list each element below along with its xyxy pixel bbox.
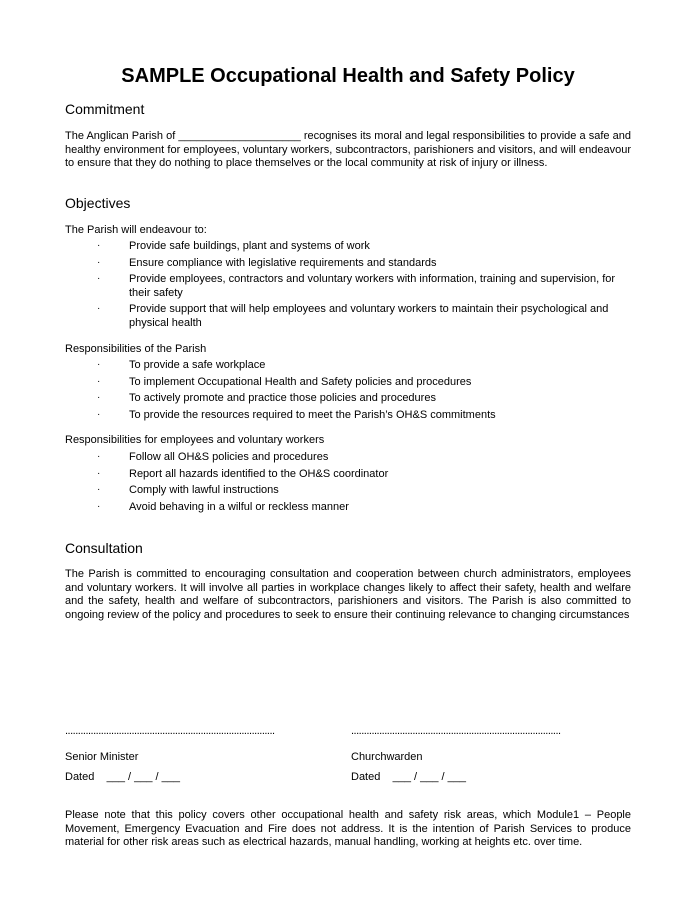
bullet-icon: · bbox=[97, 273, 101, 284]
list-item: · To actively promote and practice those policies and procedures bbox=[97, 392, 436, 404]
list-item: · Provide support that will help employees and voluntary workers to maintain their psychological and physical health bbox=[97, 303, 609, 329]
bullet-icon: · bbox=[97, 359, 101, 370]
list-item: · Provide employees, contractors and voluntary workers with information, training and supervision, for their safety bbox=[97, 273, 616, 299]
list-item: · Ensure compliance with legislative requirements and standards bbox=[97, 256, 437, 269]
parish-responsibilities-list bbox=[0, 359, 696, 425]
parish-responsibilities-heading: Responsibilities of the Parish bbox=[65, 343, 207, 355]
list-item: · To provide a safe workplace bbox=[97, 359, 266, 371]
bullet-icon: · bbox=[97, 484, 101, 495]
list-item: · Provide safe buildings, plant and systems of work bbox=[97, 240, 370, 252]
churchwarden-label: Churchwarden bbox=[351, 751, 423, 763]
bullet-icon: · bbox=[97, 467, 101, 479]
bullet-icon: · bbox=[97, 451, 101, 462]
worker-responsibilities-heading: Responsibilities for employees and voluntary workers bbox=[65, 434, 325, 446]
list-item: · Report all hazards identified to the OH&S coordinator bbox=[97, 467, 389, 480]
bullet-icon: · bbox=[97, 256, 101, 268]
senior-minister-dated: Dated ___ / ___ / ___ bbox=[65, 771, 180, 783]
churchwarden-dated: Dated ___ / ___ / ___ bbox=[351, 771, 466, 783]
objectives-list bbox=[0, 240, 696, 333]
bullet-icon: · bbox=[97, 500, 101, 512]
commitment-heading: Commitment bbox=[65, 101, 145, 117]
list-item: · Comply with lawful instructions bbox=[97, 484, 279, 496]
objectives-heading: Objectives bbox=[65, 195, 131, 211]
objectives-intro: The Parish will endeavour to: bbox=[65, 224, 207, 236]
bullet-icon: · bbox=[97, 375, 101, 387]
bullet-icon: · bbox=[97, 303, 101, 314]
bullet-icon: · bbox=[97, 408, 101, 420]
list-item: · To implement Occupational Health and Safety policies and procedures bbox=[97, 375, 472, 388]
bullet-icon: · bbox=[97, 392, 101, 403]
policy-note: Please note that this policy covers other occupational health and safety risk areas, which Module1 – People Movement, Emergency Evacuation and Fire does not address. It is the intention of Parish Services to produce material for other risk areas such as electrical hazards, manual handling, working at heights etc. over time. bbox=[65, 809, 631, 848]
consultation-heading: Consultation bbox=[65, 540, 143, 556]
consultation-paragraph: The Parish is committed to encouraging consultation and cooperation between church administrators, employees and voluntary workers. It will involve all parties in workplace changes likely to affect their safety, health and welfare and the safety, health and welfare of subcontractors, parishioners and visitors. The Parish is also committed to ongoing review of the policy and procedures to seek to ensure their continuing relevance to changing circumstances bbox=[65, 568, 631, 621]
document-title: SAMPLE Occupational Health and Safety Policy bbox=[121, 65, 575, 87]
list-item: · Avoid behaving in a wilful or reckless manner bbox=[97, 500, 349, 513]
list-item: · Follow all OH&S policies and procedures bbox=[97, 451, 329, 463]
churchwarden-signature-line: .................................................................................. bbox=[351, 725, 561, 737]
list-item: · To provide the resources required to meet the Parish’s OH&S commitments bbox=[97, 408, 496, 421]
senior-minister-signature-line: .................................................................................. bbox=[65, 725, 275, 737]
senior-minister-label: Senior Minister bbox=[65, 751, 139, 763]
commitment-paragraph: The Anglican Parish of ____________________ recognises its moral and legal responsibilities to provide a safe and healthy environment for employees, voluntary workers, subcontractors, parishioners and visitors, and will endeavour to ensure that they do nothing to place themselves or the local community at risk of injury or illness. bbox=[65, 130, 631, 169]
worker-responsibilities-list bbox=[0, 451, 696, 517]
bullet-icon: · bbox=[97, 240, 101, 251]
